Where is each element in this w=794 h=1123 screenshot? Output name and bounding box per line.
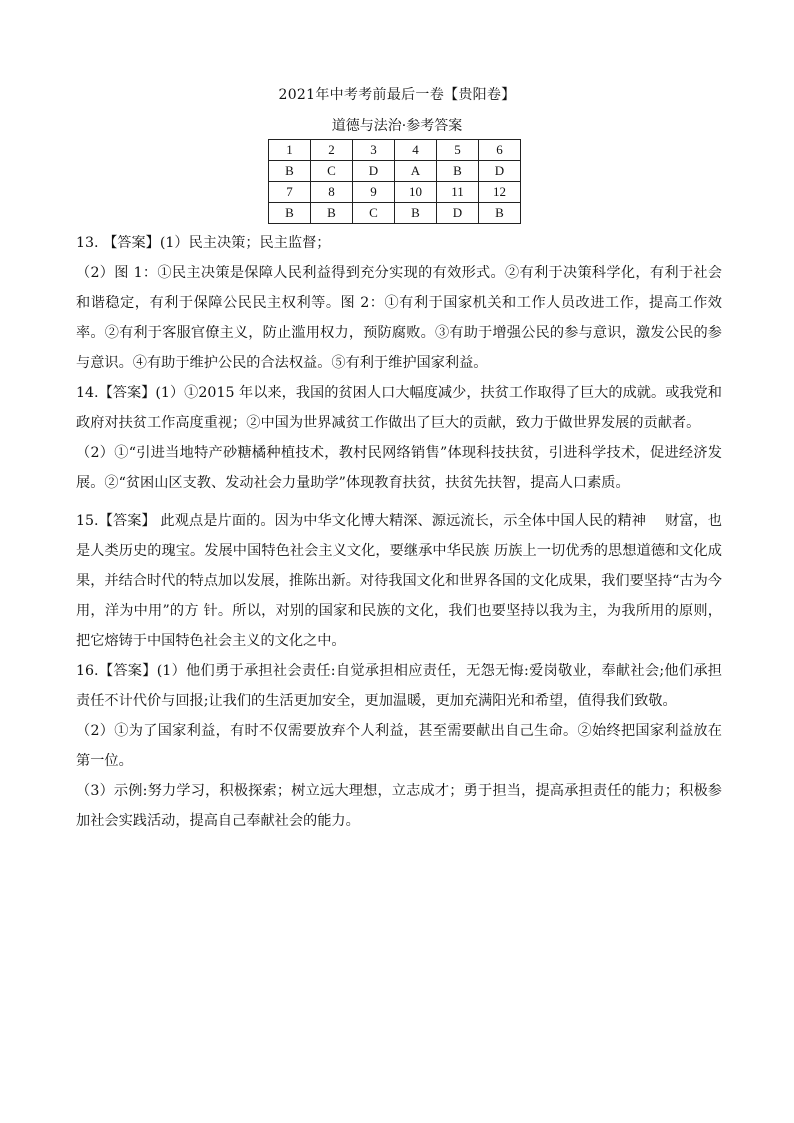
answer-choice-cell: B (311, 203, 353, 224)
question-number-cell: 6 (479, 140, 521, 161)
question-number-cell: 7 (269, 182, 311, 203)
answer-13-part-2: （2）图 1：①民主决策是保障人民利益得到充分实现的有效形式。②有利于决策科学化，有利于社会和谐稳定，有利于保障公民民主权利等。图 2：①有利于国家机关和工作人员改进工作，提高工作效率。②有利于客服官僚主义，防止滥用权力，预防腐败。③有助于增强公民的参与意识，激发公民的参与意识。④有助于维护公民的合法权益。⑤有利于维护国家利益。 (76, 265, 722, 371)
answer-table-row (269, 203, 521, 224)
answer-table-row (269, 182, 521, 203)
answer-choice-cell: D (479, 161, 521, 182)
document-subtitle: 道德与法治·参考答案 (331, 118, 463, 134)
answer-choice-cell: D (353, 161, 395, 182)
question-number-cell: 1 (269, 140, 311, 161)
answer-choice-cell: A (395, 161, 437, 182)
answer-15: 15.【答案】 此观点是片面的。因为中华文化博大精深、源远流长，示全体中国人民的精神 财富，也是人类历史的瑰宝。发展中国特色社会主义文化，要继承中华民族 历族上一切优秀的思想道德和文化成果，并结合时代的特点加以发展，推陈出新。对待我国文化和世界各国的文化成果，我们要坚持“古为今用，洋为中用”的方 针。所以，对别的国家和民族的文化，我们也要坚持以我为主，为我所用的原则，把它熔铸于中国特色社会主义的文化之中。 (76, 513, 722, 649)
answer-table (268, 139, 521, 224)
document-title: 2021年中考考前最后一卷【贵阳卷】 (278, 87, 516, 103)
question-number-cell: 5 (437, 140, 479, 161)
answer-choice-cell: C (311, 161, 353, 182)
answer-13-part-1: 13. 【答案】(1）民主决策；民主监督； (76, 235, 331, 251)
question-number-cell: 8 (311, 182, 353, 203)
question-number-cell: 12 (479, 182, 521, 203)
question-number-cell: 10 (395, 182, 437, 203)
answer-choice-cell: B (269, 203, 311, 224)
answer-table-row (269, 140, 521, 161)
answer-16-part-2: （2）①为了国家利益，有时不仅需要放弃个人利益，甚至需要献出自己生命。②始终把国家利益放在第一位。 (76, 723, 722, 769)
question-number-cell: 3 (353, 140, 395, 161)
answer-14-part-1: 14.【答案】(1）①2015 年以来，我国的贫困人口大幅度减少，扶贫工作取得了巨大的成就。或我党和政府对扶贫工作高度重视；②中国为世界减贫工作做出了巨大的贡献，致力于做世界发展的贡献者。 (76, 385, 722, 431)
question-number-cell: 9 (353, 182, 395, 203)
question-number-cell: 11 (437, 182, 479, 203)
answer-choice-cell: B (395, 203, 437, 224)
answer-choice-cell: B (437, 161, 479, 182)
answer-14-part-2: （2）①“引进当地特产砂糖橘种植技术，教村民网络销售”体现科技扶贫，引进科学技术，促进经济发展。②“贫困山区支教、发动社会力量助学”体现教育扶贫，扶贫先扶智，提高人口素质。 (76, 445, 722, 491)
answer-16-part-3: （3）示例:努力学习，积极探索；树立远大理想，立志成才；勇于担当，提高承担责任的能力；积极参加社会实践活动，提高自己奉献社会的能力。 (76, 783, 722, 829)
answer-choice-cell: D (437, 203, 479, 224)
answer-choice-cell: B (479, 203, 521, 224)
question-number-cell: 4 (395, 140, 437, 161)
answer-16-part-1: 16.【答案】(1）他们勇于承担社会责任:自觉承担相应责任，无怨无悔:爱岗敬业，奉献社会;他们承担责任不计代价与回报;让我们的生活更加安全，更加温暖，更加充满阳光和希望，值得我们致敬。 (76, 663, 722, 709)
question-number-cell: 2 (311, 140, 353, 161)
answer-body-text (76, 228, 722, 836)
answer-choice-cell: B (269, 161, 311, 182)
answer-choice-cell: C (353, 203, 395, 224)
answer-table-row (269, 161, 521, 182)
